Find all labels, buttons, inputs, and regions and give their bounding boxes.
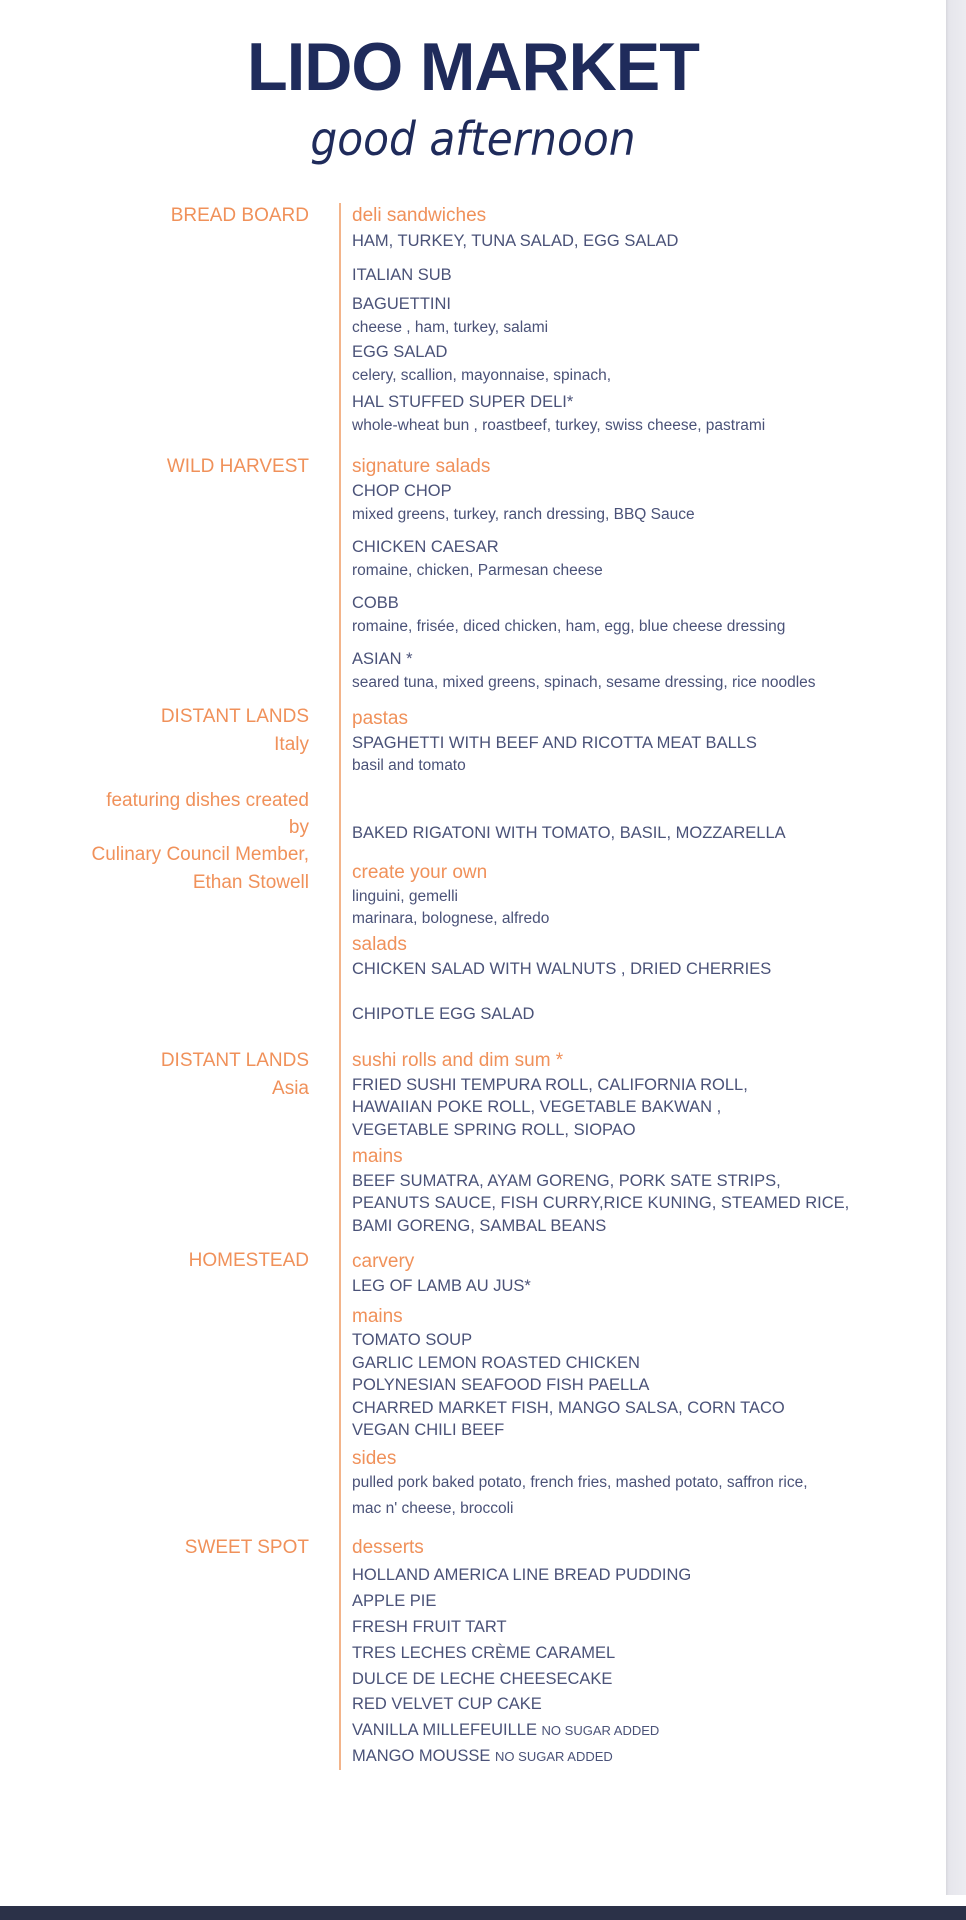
menu-item: FRESH FRUIT TART [352,1618,507,1636]
menu-item-desc: pulled pork baked potato, french fries, mashed potato, saffron rice, [352,1474,808,1491]
menu-item-desc: romaine, chicken, Parmesan cheese [352,562,603,579]
menu-item-name: MANGO MOUSSE [352,1747,491,1765]
station-label-bread-board: BREAD BOARD [170,205,309,226]
menu-item: COBB [352,594,399,612]
menu-item: HAWAIIAN POKE ROLL, VEGETABLE BAKWAN , [352,1098,722,1116]
category-mains: mains [352,1306,403,1327]
menu-item: RED VELVET CUP CAKE [352,1695,542,1713]
divider-line [339,203,341,1770]
category-pastas: pastas [352,708,408,729]
menu-item-desc: linguini, gemelli [352,888,458,905]
category-sides: sides [352,1448,397,1469]
menu-item: PEANUTS SAUCE, FISH CURRY,RICE KUNING, STEAMED RICE, [352,1194,850,1212]
menu-item-desc: romaine, frisée, diced chicken, ham, egg, blue cheese dressing [352,618,786,635]
menu-item: BAGUETTINI [352,295,452,313]
menu-item: LEG OF LAMB AU JUS* [352,1277,531,1295]
menu-item: VEGAN CHILI BEEF [352,1421,505,1439]
station-label-homestead: HOMESTEAD [188,1250,309,1271]
menu-item: BEEF SUMATRA, AYAM GORENG, PORK SATE STRIPS, [352,1172,781,1190]
menu-item: TOMATO SOUP [352,1331,473,1349]
menu-item: CHOP CHOP [352,482,452,500]
station-label-sweet-spot: SWEET SPOT [184,1537,309,1558]
no-sugar-badge: NO SUGAR ADDED [541,1723,660,1738]
menu-item: VEGETABLE SPRING ROLL, SIOPAO [352,1121,636,1139]
menu-item: CHICKEN CAESAR [352,538,499,556]
menu-item: HOLLAND AMERICA LINE BREAD PUDDING [352,1566,692,1584]
menu-item: CHICKEN SALAD WITH WALNUTS , DRIED CHERRIES [352,960,772,978]
menu-item-desc: mixed greens, turkey, ranch dressing, BBQ Sauce [352,506,695,523]
featuring-chef-name: Ethan Stowell [192,872,309,893]
menu-item-desc: celery, scallion, mayonnaise, spinach, [352,367,612,384]
menu-item-desc: cheese , ham, turkey, salami [352,319,549,336]
menu-item-desc: mac n' cheese, broccoli [352,1500,514,1517]
bottom-bar [0,1906,966,1920]
category-salads: salads [352,934,407,955]
category-carvery: carvery [352,1251,415,1272]
category-mains: mains [352,1146,403,1167]
menu-item: HAM, TURKEY, TUNA SALAD, EGG SALAD [352,232,679,250]
station-label-distant-lands: DISTANT LANDS [160,706,309,727]
featuring-text: Culinary Council Member, [91,844,309,865]
page-subtitle: good afternoon [310,112,636,166]
station-label-wild-harvest: WILD HARVEST [166,456,309,477]
menu-item: ITALIAN SUB [352,266,452,284]
menu-item: DULCE DE LECHE CHEESECAKE [352,1670,613,1688]
station-label-distant-lands: DISTANT LANDS [160,1050,309,1071]
station-sublabel-italy: Italy [274,734,309,755]
menu-item: FRIED SUSHI TEMPURA ROLL, CALIFORNIA ROLL, [352,1076,748,1094]
featuring-text: by [288,817,309,838]
featuring-text: featuring dishes created [106,790,309,811]
menu-item: EGG SALAD [352,343,448,361]
category-signature-salads: signature salads [352,456,491,477]
menu-item: HAL STUFFED SUPER DELI* [352,393,574,411]
menu-item-desc: basil and tomato [352,757,466,774]
category-sushi-dim-sum: sushi rolls and dim sum * [352,1050,564,1071]
no-sugar-badge: NO SUGAR ADDED [495,1749,613,1764]
menu-item-name: VANILLA MILLEFEUILLE [352,1721,537,1739]
menu-item-desc: whole-wheat bun , roastbeef, turkey, swiss cheese, pastrami [352,417,766,434]
category-deli-sandwiches: deli sandwiches [352,205,487,226]
menu-item-desc: marinara, bolognese, alfredo [352,910,550,927]
page-edge-scrollbar[interactable] [946,0,966,1895]
menu-item: ASIAN * [352,650,413,668]
menu-item: SPAGHETTI WITH BEEF AND RICOTTA MEAT BALLS [352,734,757,752]
menu-item: CHIPOTLE EGG SALAD [352,1005,535,1023]
category-create-your-own: create your own [352,862,488,883]
menu-item-desc: seared tuna, mixed greens, spinach, sesame dressing, rice noodles [352,674,816,691]
category-desserts: desserts [352,1537,424,1558]
menu-item [352,1746,613,1767]
station-sublabel-asia: Asia [272,1078,309,1099]
menu-item: APPLE PIE [352,1592,437,1610]
menu-item: CHARRED MARKET FISH, MANGO SALSA, CORN TACO [352,1399,785,1417]
page-title: LIDO MARKET [247,29,699,105]
menu-item: BAMI GORENG, SAMBAL BEANS [352,1217,607,1235]
menu-item: POLYNESIAN SEAFOOD FISH PAELLA [352,1376,650,1394]
menu-item: GARLIC LEMON ROASTED CHICKEN [352,1354,640,1372]
menu-item: TRES LECHES CRÈME CARAMEL [352,1644,616,1662]
menu-item: BAKED RIGATONI WITH TOMATO, BASIL, MOZZARELLA [352,824,786,842]
menu-item [352,1720,659,1741]
